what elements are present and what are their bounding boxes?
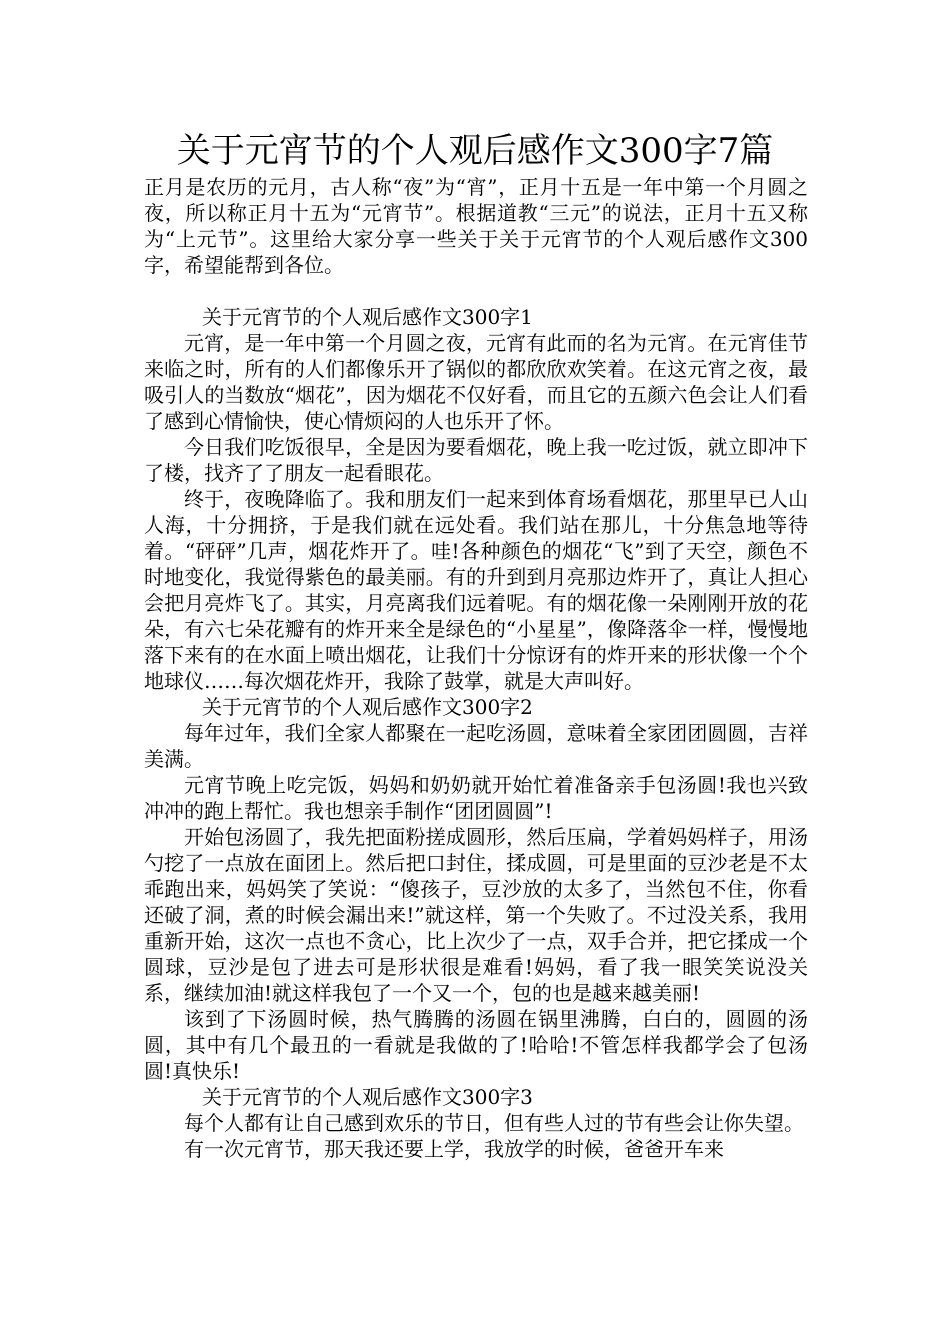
section-heading: 关于元宵节的个人观后感作文300字1 — [202, 305, 533, 329]
body-paragraph: 有一次元宵节，那天我还要上学，我放学的时候，爸爸开车来 — [184, 1137, 724, 1161]
section-heading: 关于元宵节的个人观后感作文300字3 — [202, 1085, 533, 1109]
body-paragraph: 开始包汤圆了，我先把面粉搓成圆形，然后压扁，学着妈妈样子，用汤勺挖了一点放在面团上。然后把口封住，揉成圆，可是里面的豆沙老是不太乖跑出来，妈妈笑了笑说：“傻孩子，豆沙放的太多了，当然包不住，你看还破了洞，煮的时候会漏出来!”就这样，第一个失败了。不过没关系，我用重新开始，这次一点也不贪心，比上次少了一点，双手合并，把它揉成一个圆球，豆沙是包了进去可是形状很是难看!妈妈，看了我一眼笑笑说没关系，继续加油!就这样我包了一个又一个，包的也是越来越美丽! — [144, 825, 808, 1005]
blank-line — [144, 278, 808, 304]
body-paragraph: 每个人都有让自己感到欢乐的节日，但有些人过的节有些会让你失望。 — [184, 1111, 804, 1135]
document-body — [144, 174, 808, 1162]
section-heading: 关于元宵节的个人观后感作文300字2 — [202, 695, 533, 719]
body-paragraph: 该到了下汤圆时候，热气腾腾的汤圆在锅里沸腾，白白的，圆圆的汤圆，其中有几个最丑的一看就是我做的了!哈哈!不管怎样我都学会了包汤圆!真快乐! — [144, 1007, 808, 1083]
body-paragraph: 元宵，是一年中第一个月圆之夜，元宵有此而的名为元宵。在元宵佳节来临之时，所有的人们都像乐开了锅似的都欣欣欢笑着。在这元宵之夜，最吸引人的当数放“烟花”，因为烟花不仅好看，而且它的五颜六色会让人们看了感到心情愉快，使心情烦闷的人也乐开了怀。 — [144, 331, 808, 433]
body-paragraph: 每年过年，我们全家人都聚在一起吃汤圆，意味着全家团团圆圆，吉祥美满。 — [144, 721, 808, 771]
body-paragraph: 元宵节晚上吃完饭，妈妈和奶奶就开始忙着准备亲手包汤圆!我也兴致冲冲的跑上帮忙。我也想亲手制作“团团圆圆”! — [144, 773, 808, 823]
body-paragraph: 今日我们吃饭很早，全是因为要看烟花，晚上我一吃过饭，就立即冲下了楼，找齐了了朋友一起看眼花。 — [144, 435, 808, 485]
body-paragraph: 终于，夜晚降临了。我和朋友们一起来到体育场看烟花，那里早已人山人海，十分拥挤，于是我们就在远处看。我们站在那儿，十分焦急地等待着。“砰砰”几声，烟花炸开了。哇!各种颜色的烟花“飞”到了天空，颜色不时地变化，我觉得紫色的最美丽。有的升到到月亮那边炸开了，真让人担心会把月亮炸飞了。其实，月亮离我们远着呢。有的烟花像一朵刚刚开放的花朵，有六七朵花瓣有的炸开来全是绿色的“小星星”，像降落伞一样，慢慢地落下来有的在水面上喷出烟花，让我们十分惊讶有的炸开来的形状像一个个地球仪……每次烟花炸开，我除了鼓掌，就是大声叫好。 — [144, 487, 808, 693]
document-title: 关于元宵节的个人观后感作文300字7篇 — [176, 131, 774, 171]
intro-paragraph: 正月是农历的元月，古人称“夜”为“宵”，正月十五是一年中第一个月圆之夜，所以称正月十五为“元宵节”。根据道教“三元”的说法，正月十五又称为“上元节”。这里给大家分享一些关于关于元宵节的个人观后感作文300字，希望能帮到各位。 — [144, 175, 808, 277]
